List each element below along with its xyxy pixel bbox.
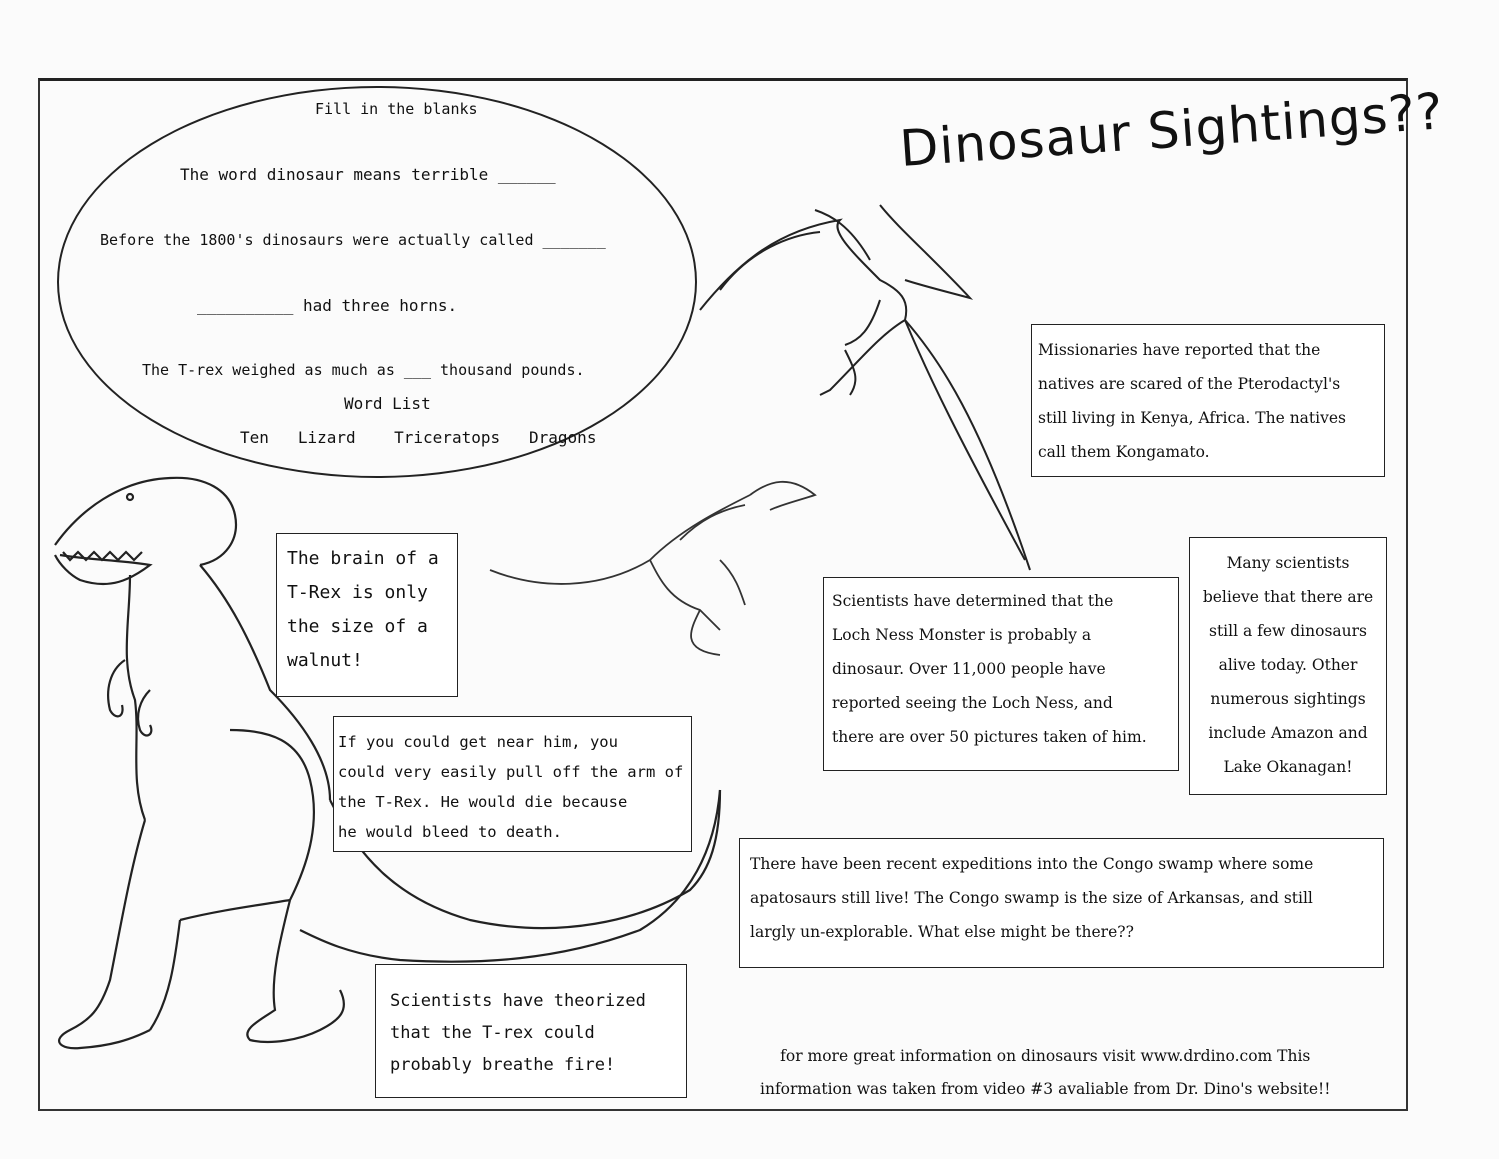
fact-line: Missionaries have reported that the bbox=[1038, 341, 1321, 359]
fact-line: alive today. Other bbox=[1218, 656, 1358, 674]
fact-line: probably breathe fire! bbox=[390, 1055, 616, 1075]
fact-line: Lake Okanagan! bbox=[1223, 758, 1353, 776]
fact-line: reported seeing the Loch Ness, and bbox=[832, 694, 1113, 712]
fact-line: walnut! bbox=[287, 650, 363, 671]
fact-box-fire bbox=[375, 964, 687, 1098]
fact-line: Many scientists bbox=[1226, 554, 1350, 572]
fact-line: If you could get near him, you bbox=[338, 733, 618, 751]
small-dinosaur-drawing bbox=[490, 482, 815, 655]
fact-line: there are over 50 pictures taken of him. bbox=[832, 728, 1147, 746]
footer-note bbox=[760, 1040, 1331, 1106]
fact-line: include Amazon and bbox=[1208, 724, 1368, 742]
fact-box-arm bbox=[333, 716, 692, 852]
word-list-label: Word List bbox=[344, 394, 431, 413]
fact-line: believe that there are bbox=[1202, 588, 1374, 606]
fact-line: Loch Ness Monster is probably a bbox=[832, 626, 1092, 644]
word-list-item: Ten bbox=[240, 428, 269, 447]
pterodactyl-drawing bbox=[700, 205, 1030, 570]
fact-line: T-Rex is only bbox=[287, 582, 428, 603]
fact-line: still living in Kenya, Africa. The natives bbox=[1038, 409, 1346, 427]
quiz-question-1: The word dinosaur means terrible ______ bbox=[180, 165, 556, 184]
word-list-item: Dragons bbox=[529, 428, 597, 447]
fact-line: apatosaurs still live! The Congo swamp is the size of Arkansas, and still bbox=[750, 889, 1313, 907]
fact-line: The brain of a bbox=[287, 548, 439, 569]
fact-box-congo bbox=[739, 838, 1384, 968]
fact-line: he would bleed to death. bbox=[338, 823, 562, 841]
fact-line: There have been recent expeditions into the Congo swamp where some bbox=[750, 855, 1314, 873]
quiz-question-4: The T-rex weighed as much as ___ thousand pounds. bbox=[142, 361, 585, 379]
page-title: Dinosaur Sightings?? bbox=[897, 82, 1446, 178]
fact-line: call them Kongamato. bbox=[1038, 443, 1210, 461]
word-list-item: Triceratops bbox=[394, 428, 501, 447]
fact-box-brain bbox=[276, 533, 458, 697]
fact-line: the T-Rex. He would die because bbox=[338, 793, 628, 811]
fact-line: numerous sightings bbox=[1210, 690, 1366, 708]
fact-line: still a few dinosaurs bbox=[1209, 622, 1367, 640]
fact-line: natives are scared of the Pterodactyl's bbox=[1038, 375, 1341, 393]
quiz-heading: Fill in the blanks bbox=[315, 100, 478, 118]
fact-line: Scientists have theorized bbox=[390, 991, 646, 1011]
fact-line: could very easily pull off the arm of bbox=[338, 763, 684, 781]
footer-line: information was taken from video #3 avaliable from Dr. Dino's website!! bbox=[760, 1080, 1331, 1098]
word-list-item: Lizard bbox=[297, 428, 356, 447]
fact-box-scientists bbox=[1189, 537, 1387, 795]
fact-box-loch-ness bbox=[823, 577, 1179, 771]
fact-box-missionaries bbox=[1031, 324, 1385, 477]
fact-line: largly un-explorable. What else might be there?? bbox=[750, 923, 1134, 941]
fact-line: that the T-rex could bbox=[390, 1023, 595, 1043]
fact-line: the size of a bbox=[287, 616, 428, 637]
fact-line: Scientists have determined that the bbox=[832, 592, 1114, 610]
quiz-question-2: Before the 1800's dinosaurs were actually called _______ bbox=[100, 231, 606, 249]
quiz-question-3: __________ had three horns. bbox=[197, 296, 458, 315]
word-list bbox=[240, 428, 596, 447]
fill-in-blanks-oval bbox=[57, 86, 697, 478]
fact-line: dinosaur. Over 11,000 people have bbox=[832, 660, 1106, 678]
footer-line: for more great information on dinosaurs visit www.drdino.com This bbox=[780, 1047, 1311, 1065]
